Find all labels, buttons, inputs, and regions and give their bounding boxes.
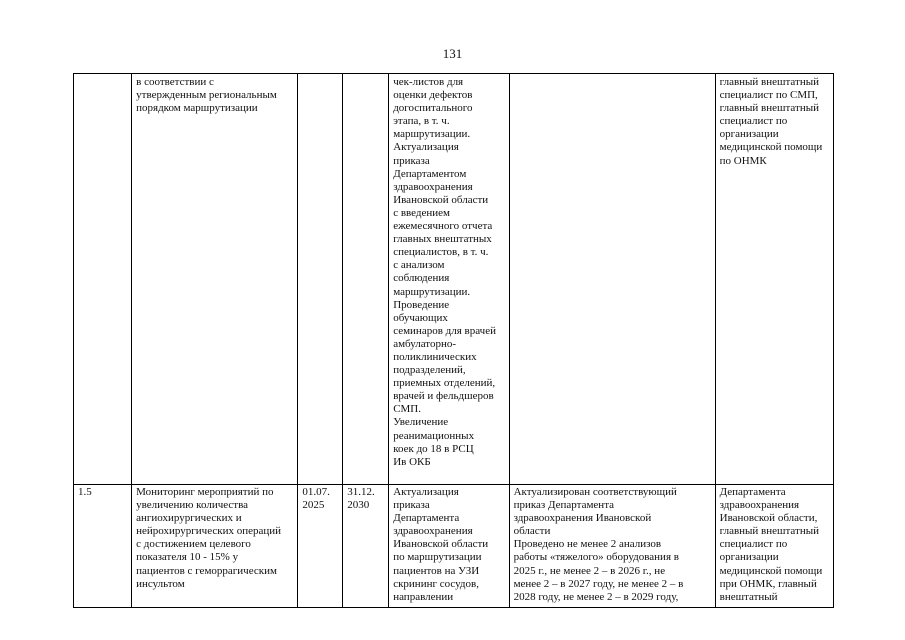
cell-text-line: 2028 году, не менее 2 – в 2029 году, [513,590,679,603]
cell-text-line: специалист по [719,538,788,551]
cell-text-line: специалистов, в т. ч. [393,246,489,259]
cell-responsible [715,74,833,485]
cell-text-line: Проведение [393,298,450,311]
cell-text-line: Проведено не менее 2 анализов [513,538,662,551]
cell-text-line: ангиохирургических и [136,512,242,525]
cell-text-line: здравоохранения [393,180,473,193]
cell-text-line: главных внештатных [393,233,492,246]
cell-text-line: обучающих [393,311,448,324]
cell-number [74,485,132,608]
cell-result [509,485,715,608]
cell-start-date [298,485,343,608]
plan-table [73,73,834,608]
cell-text-line: врачей и фельдшеров [393,390,494,403]
cell-text-line: увеличению количества [136,499,249,512]
cell-text-line: организации [719,128,779,141]
cell-text-line: ежемесячного отчета [393,220,493,233]
cell-text-line: семинаров для врачей [393,324,496,337]
cell-text-line: менее 2 – в 2027 году, не менее 2 – в [513,577,684,590]
cell-text-line: внештатный [719,590,778,603]
cell-text-line: с анализом [393,259,445,272]
cell-text-line: 2025 [302,499,325,512]
cell-start-date [298,74,343,485]
cell-text-line: работы «тяжелого» оборудования в [513,551,679,564]
cell-text-line: по ОНМК [719,154,767,167]
cell-text-line: Департамента [393,512,460,525]
cell-text-line: показателя 10 - 15% у [136,551,239,564]
cell-measures [389,485,509,608]
cell-text-line: 01.07. [302,486,330,498]
cell-text-line: главный внештатный [719,102,820,115]
cell-text-line: Департамента [719,486,786,498]
cell-text-line: Ивановской области [393,538,489,551]
cell-text-line: здравоохранения Ивановской [513,512,652,525]
table-row [74,485,834,608]
cell-number [74,74,132,485]
cell-text-line: приказа [393,499,430,512]
cell-text-line: нейрохирургических операций [136,525,282,538]
cell-text-line: пациентов на УЗИ [393,564,480,577]
cell-text-line: чек-листов для [393,76,464,88]
cell-text-line: оценки дефектов [393,89,473,102]
cell-text-line: приказа [393,154,430,167]
cell-text-line: в соответствии с [136,76,214,88]
cell-measures [389,74,509,485]
cell-text-line: главный внештатный [719,525,820,538]
cell-text-line: 2030 [347,499,370,512]
cell-text-line: организации [719,551,779,564]
cell-text-line: Ивановской области [393,193,489,206]
cell-text-line: с достижением целевого [136,538,251,551]
cell-text-line: области [513,525,551,538]
cell-text-line: Актуализирован соответствующий [513,486,677,498]
cell-text-line: инсультом [136,577,185,590]
cell-text-line: 2025 г., не менее 2 – в 2026 г., не [513,564,666,577]
cell-text-line: Актуализация [393,486,459,498]
cell-text-line: утвержденным региональным [136,89,277,102]
cell-text-line: 1.5 [78,486,92,498]
cell-text-line: при ОНМК, главный [719,577,817,590]
cell-text-line: медицинской помощи [719,141,823,154]
cell-text-line: СМП. [393,403,421,416]
page-number: 131 [442,46,463,61]
cell-text-line: медицинской помощи [719,564,823,577]
cell-end-date [343,485,389,608]
cell-text-line: коек до 18 в РСЦ [393,442,474,455]
cell-text-line: Мониторинг мероприятий по [136,486,274,498]
cell-event [132,485,298,608]
cell-event [132,74,298,485]
cell-text-line: Ивановской области, [719,512,818,525]
cell-text-line: скрининг сосудов, [393,577,479,590]
cell-text-line: направлении [393,590,454,603]
cell-text-line: этапа, в т. ч. [393,115,450,128]
cell-text-line: Ив ОКБ [393,455,431,468]
cell-text-line: соблюдения [393,272,450,285]
cell-text-line: догоспитального [393,102,473,115]
cell-text-line: пациентов с геморрагическим [136,564,277,577]
cell-text-line: подразделений, [393,364,466,377]
cell-text-line: здравоохранения [393,525,473,538]
cell-responsible [715,485,833,608]
cell-text-line: приказ Департамента [513,499,615,512]
cell-text-line: Актуализация [393,141,459,154]
cell-text-line: по маршрутизации [393,551,482,564]
cell-text-line: здравоохранения [719,499,800,512]
cell-text-line: маршрутизации. [393,285,471,298]
cell-text-line: Увеличение [393,416,449,429]
cell-text-line: поликлинических [393,350,477,363]
cell-text-line: амбулаторно- [393,337,457,350]
cell-text-line: специалист по СМП, [719,89,818,102]
cell-text-line: порядком маршрутизации [136,102,258,115]
cell-text-line: реанимационных [393,429,475,442]
cell-end-date [343,74,389,485]
cell-text-line: с введением [393,206,450,219]
cell-result [509,74,715,485]
cell-text-line: маршрутизации. [393,128,471,141]
cell-text-line: главный внештатный [719,76,820,88]
cell-text-line: Департаментом [393,167,467,180]
cell-text-line: приемных отделений, [393,377,496,390]
table-row [74,74,834,485]
cell-text-line: 31.12. [347,486,375,498]
cell-text-line: специалист по [719,115,788,128]
